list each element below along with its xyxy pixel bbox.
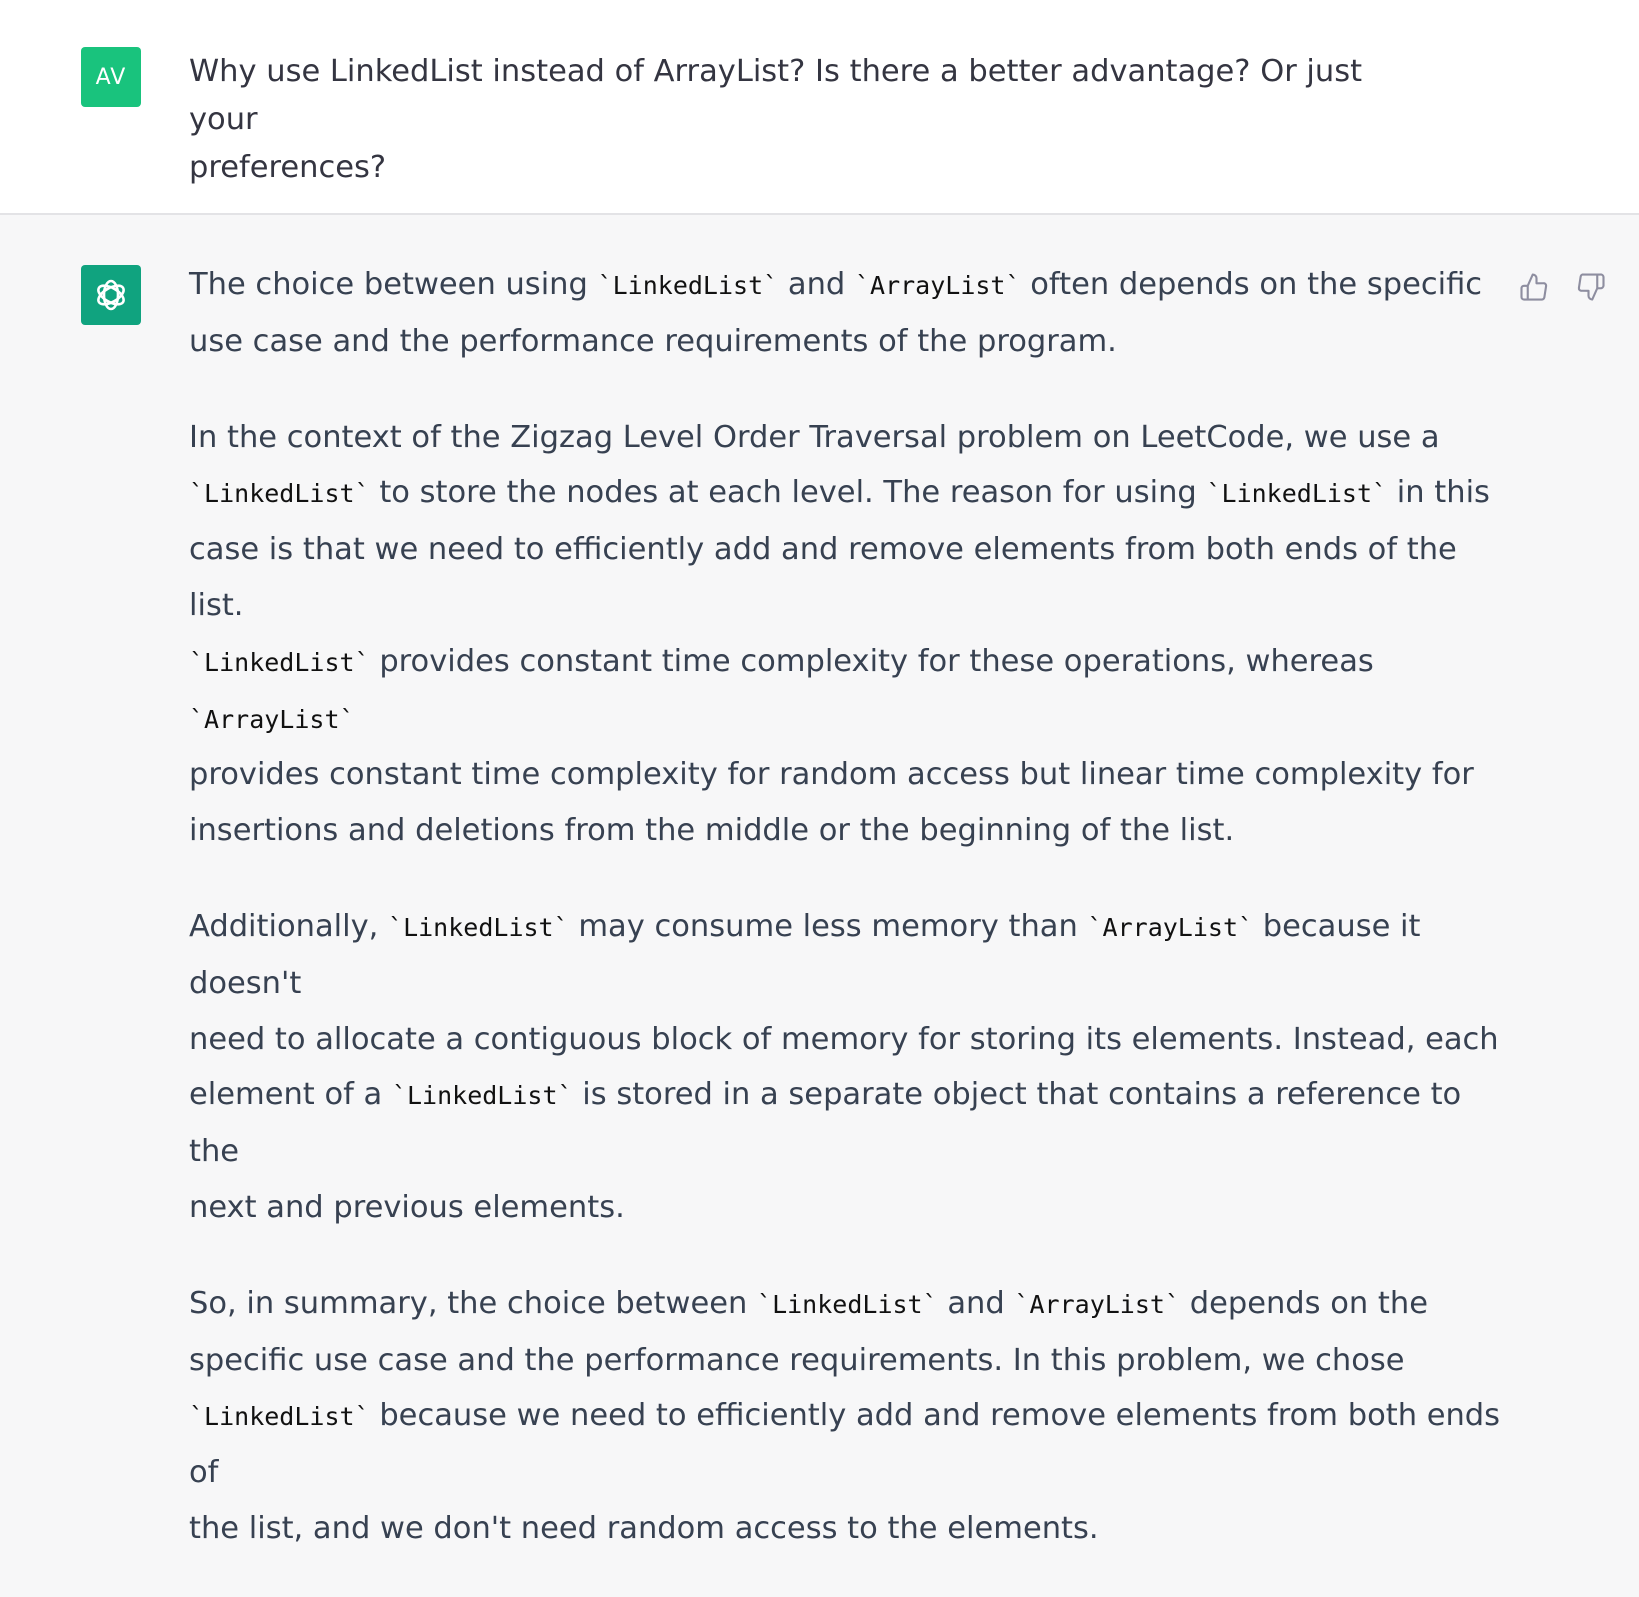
thumbs-down-icon [1576,272,1606,302]
inline-code: `LinkedList` [388,912,569,942]
inline-code: `ArrayList` [1014,1289,1181,1319]
inline-code: `LinkedList` [189,647,370,677]
answer-text: The choice between using [189,267,598,302]
answer-paragraph [189,1276,1509,1557]
answer-text: in this case is that we need to efficiently add and remove elements from both ends of the list. [189,475,1490,623]
answer-text: In the context of the Zigzag Level Order Traversal problem on LeetCode, we use a [189,419,1440,455]
answer-text: Additionally, [189,908,389,944]
assistant-message-text [189,257,1509,1597]
thumbs-up-button[interactable] [1517,270,1551,304]
inline-code: `ArrayList` [189,704,355,734]
user-message-text: Why use LinkedList instead of ArrayList? Is there a better advantage? Or just your preferences? [189,54,1363,185]
inline-code: `LinkedList` [1206,479,1388,509]
answer-text: depends on the specific use case and the performance requirements. In this problem, we chose [189,1285,1428,1378]
answer-text: to store the nodes at each level. The reason for using [369,475,1207,511]
inline-code: `LinkedList` [597,271,779,300]
answer-text: may consume less memory than [568,908,1088,944]
user-avatar: AV [81,47,141,107]
answer-paragraph [189,257,1509,370]
answer-text: provides constant time complexity for these operations, whereas [369,643,1374,679]
inline-code: `LinkedList` [189,479,370,509]
inline-code: `ArrayList` [1087,912,1254,942]
answer-paragraph [189,410,1509,859]
answer-text: because it doesn't need to allocate a contiguous block of memory for storing its elements. Instead, each element of a [189,908,1499,1113]
inline-code: `LinkedList` [391,1081,573,1111]
user-message-row [0,0,1639,215]
answer-text: provides constant time complexity for random access but linear time complexity for insertions and deletions from the middle or the beginning of the list. [189,757,1474,849]
answer-text: and [778,267,855,302]
thumbs-down-button[interactable] [1574,270,1608,304]
inline-code: `LinkedList` [757,1289,938,1319]
assistant-message-row [0,215,1639,1546]
answer-text: So, in summary, the choice between [189,1285,758,1321]
thumbs-up-icon [1519,272,1549,302]
answer-paragraph [189,899,1509,1236]
openai-logo-icon [81,265,141,325]
inline-code: `LinkedList` [189,1402,370,1432]
answer-text: and [937,1285,1015,1321]
inline-code: `ArrayList` [854,271,1021,300]
answer-text: is stored in a separate object that contains a reference to the next and previous elements. [189,1077,1462,1225]
answer-text: because we need to efficiently add and remove elements from both ends of the list, and we don't need random access to the elements. [189,1398,1501,1546]
answer-text: often depends on the specific use case and the performance requirements of the program. [189,267,1483,359]
